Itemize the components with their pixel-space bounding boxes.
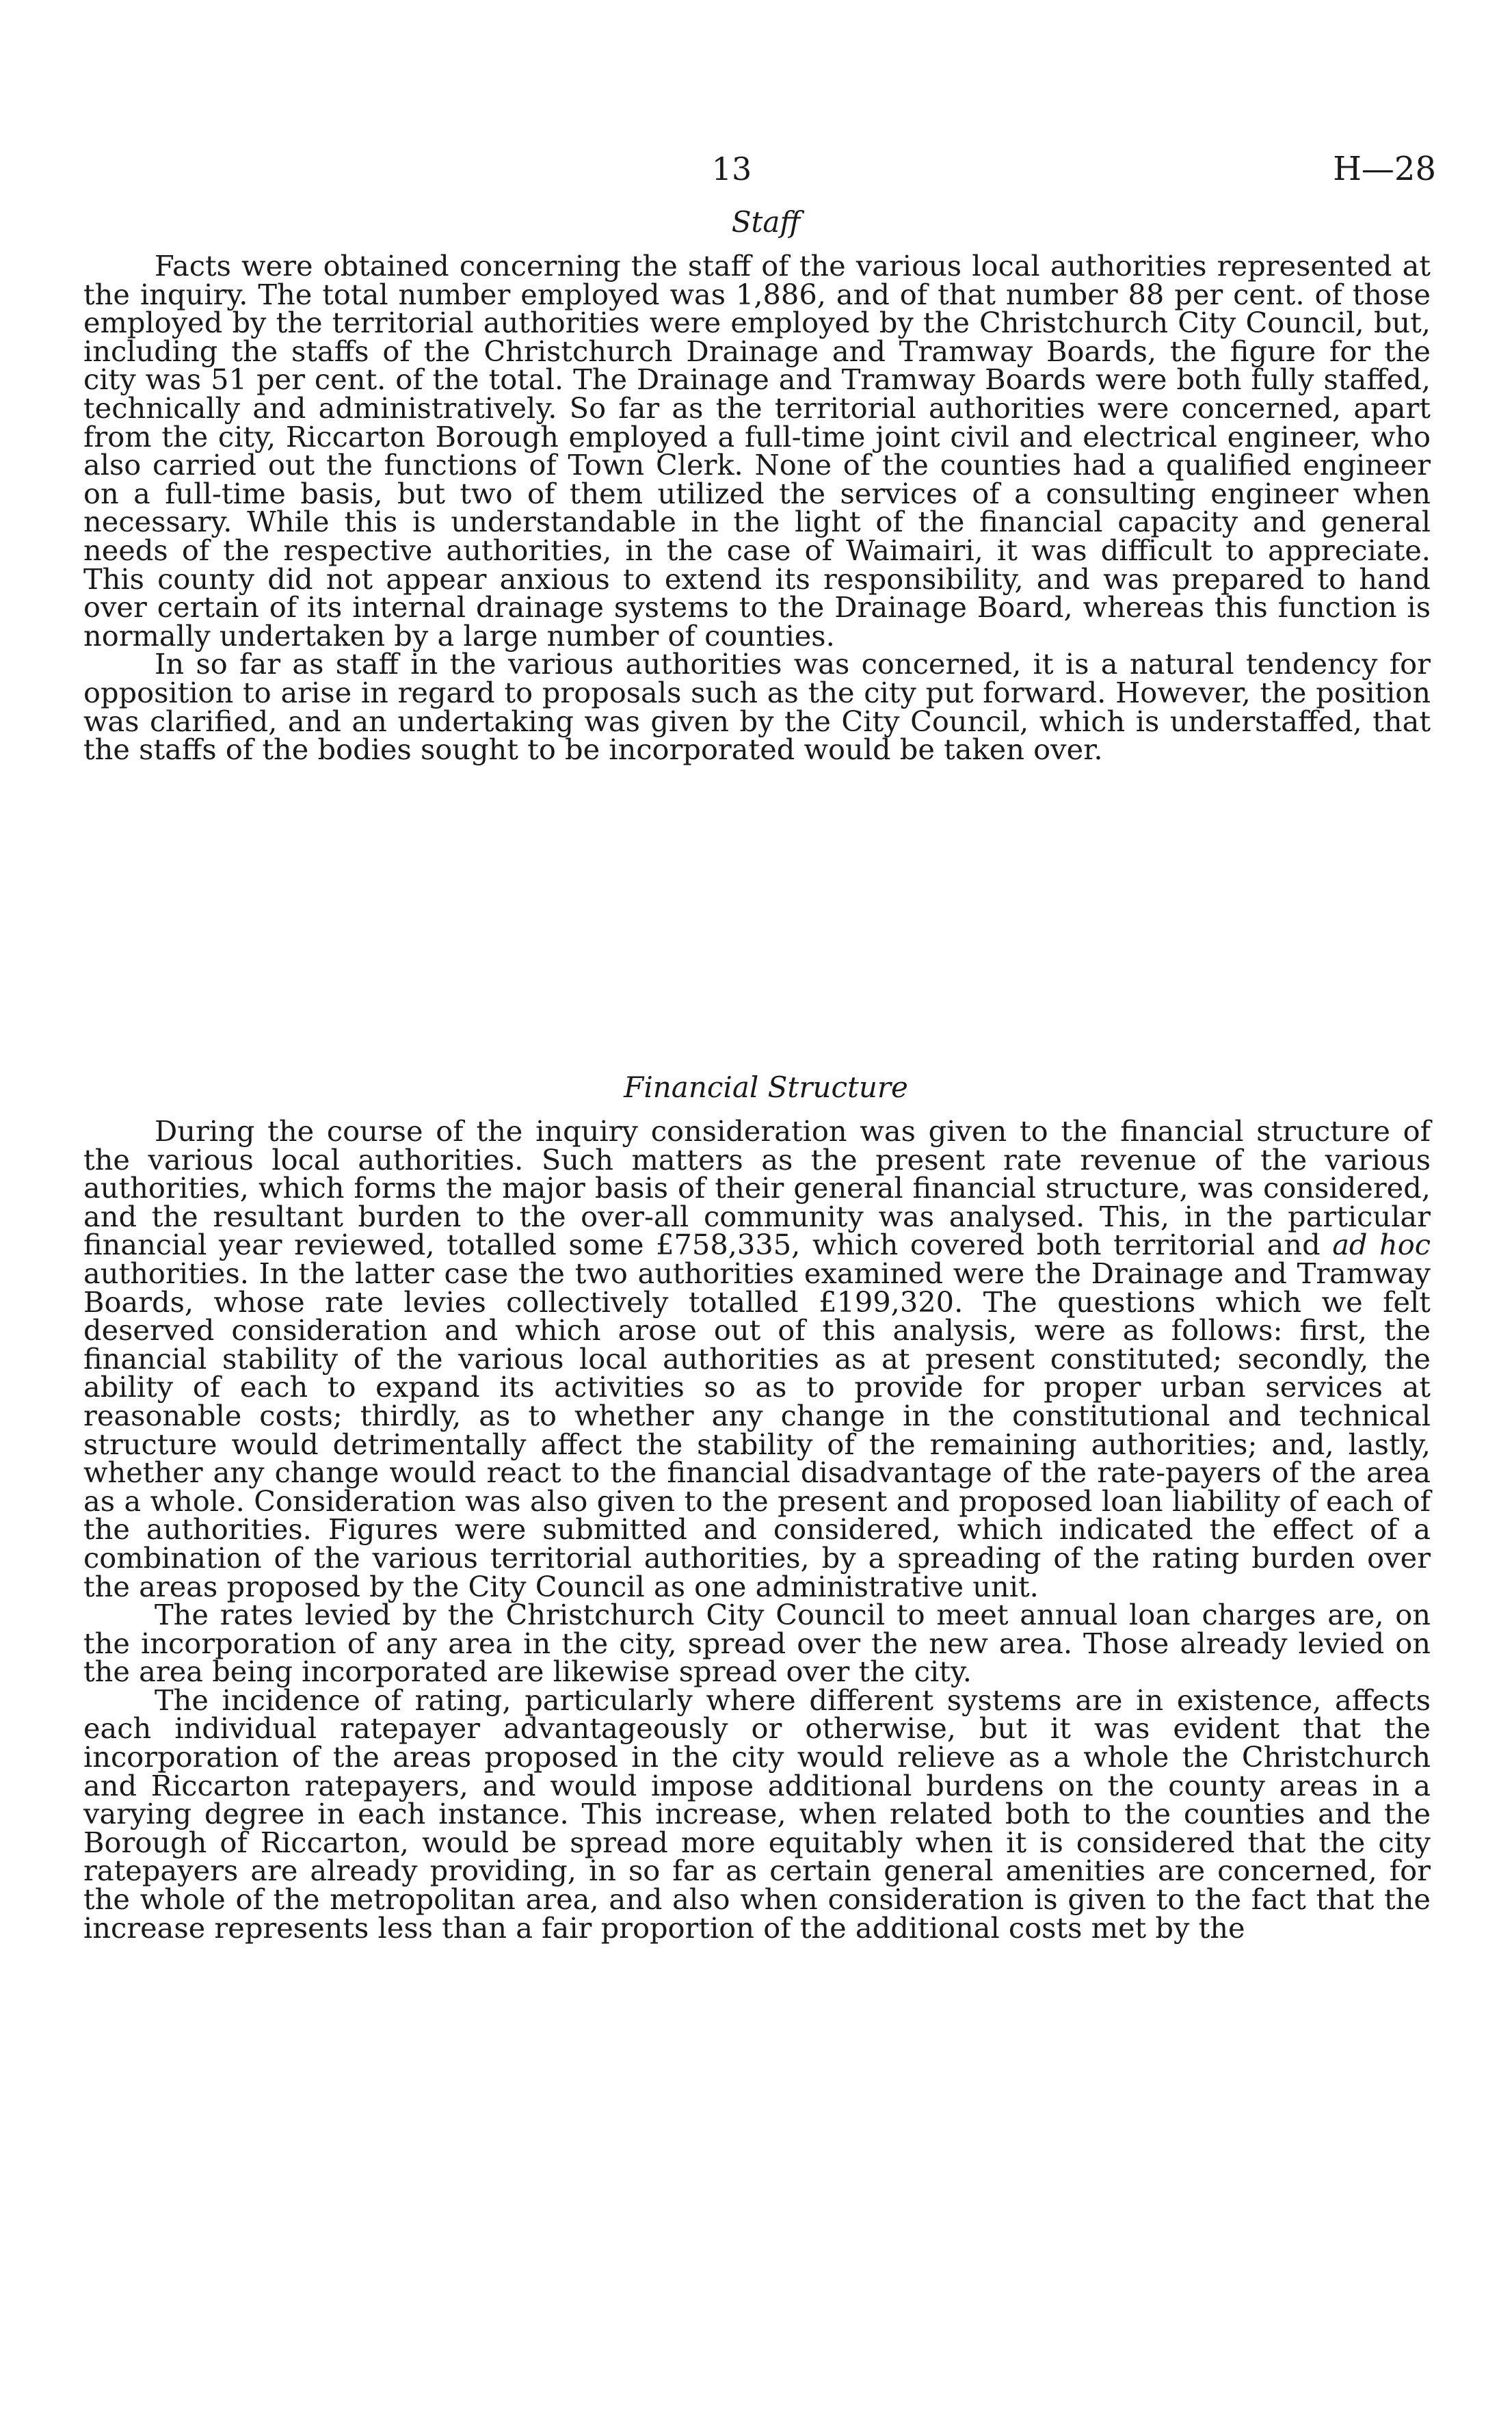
financial-paragraph-1 (83, 1114, 1431, 1603)
financial-section-body (83, 1114, 1431, 1945)
financial-paragraph-1-part-a: During the course of the inquiry consideration was given to the financial structure of the various local authorities. Such matters as the present rate revenue of the various authorities, which forms the major basis of their general financial structure, was considered, and the resultant burden to the over-all community was analysed. This, in the particular financial year reviewed, totalled some £758,335, which covered both territorial and (83, 1114, 1431, 1262)
ad-hoc-italic-text: ad hoc (1332, 1228, 1431, 1262)
financial-paragraph-3: The incidence of rating, particularly where different systems are in existence, affects each individual ratepayer advantageously or otherwise, but it was evident that the incorporation of the areas proposed in the city would relieve as a whole the Christchurch and Riccarton ratepayers, and would impose additional burdens on the county areas in a varying degree in each instance. This increase, when related both to the counties and the Borough of Riccarton, would be spread more equitably when it is considered that the city ratepayers are already providing, in so far as certain general amenities are concerned, for the whole of the metropolitan area, and also when consideration is given to the fact that the increase represents less than a fair proportion of the additional costs met by the (83, 1683, 1431, 1945)
staff-heading: Staff (731, 205, 801, 239)
page-number: 13 (711, 150, 752, 187)
staff-paragraph-1: Facts were obtained concerning the staff of the various local authorities represented at the inquiry. The total number employed was 1,886, and of that number 88 per cent. of those employed by the territorial authorities were employed by the Christchurch City Council, but, including the staffs of the Christchurch Drainage and Tramway Boards, the figure for the city was 51 per cent. of the total. The Drainage and Tramway Boards were both fully staffed, technically and administratively. So far as the territorial authorities were concerned, apart from the city, Riccarton Borough employed a full-time joint civil and electrical engineer, who also carried out the functions of Town Clerk. None of the counties had a qualified engineer on a full-time basis, but two of them utilized the services of a consulting engineer when necessary. While this is understandable in the light of the financial capacity and general needs of the respective authorities, in the case of Waimairi, it was difficult to appreciate. This county did not appear anxious to extend its responsibility, and was prepared to hand over certain of its internal drainage systems to the Drainage Board, whereas this function is normally undertaken by a large number of counties. (83, 249, 1431, 653)
document-reference: H—28 (1333, 150, 1436, 188)
staff-section-body (83, 249, 1431, 767)
financial-structure-heading: Financial Structure (624, 1070, 908, 1104)
financial-paragraph-1-part-b: authorities. In the latter case the two authorities examined were the Drainage and Tramway Boards, whose rate levies collectively totalled £199,320. The questions which we felt deserved consideration and which arose out of this analysis, were as follows: first, the financial stability of the various local authorities as at present constituted; secondly, the ability of each to expand its activities so as to provide for proper urban services at reasonable costs; thirdly, as to whether any change in the constitutional and technical structure would detrimentally affect the stability of the remaining authorities; and, lastly, whether any change would react to the financial disadvantage of the rate-payers of the area as a whole. Consideration was also given to the present and proposed loan liability of each of the authorities. Figures were submitted and considered, which indicated the effect of a combination of the various territorial authorities, by a spreading of the rating burden over the areas proposed by the City Council as one administrative unit. (83, 1256, 1431, 1603)
staff-paragraph-2: In so far as staff in the various authorities was concerned, it is a natural tendency for opposition to arise in regard to proposals such as the city put forward. However, the position was clarified, and an undertaking was given by the City Council, which is understaffed, that the staffs of the bodies sought to be incorporated would be taken over. (83, 647, 1431, 767)
financial-paragraph-2: The rates levied by the Christchurch City Council to meet annual loan charges are, on the incorporation of any area in the city, spread over the new area. Those already levied on the area being incorporated are likewise spread over the city. (83, 1598, 1431, 1689)
